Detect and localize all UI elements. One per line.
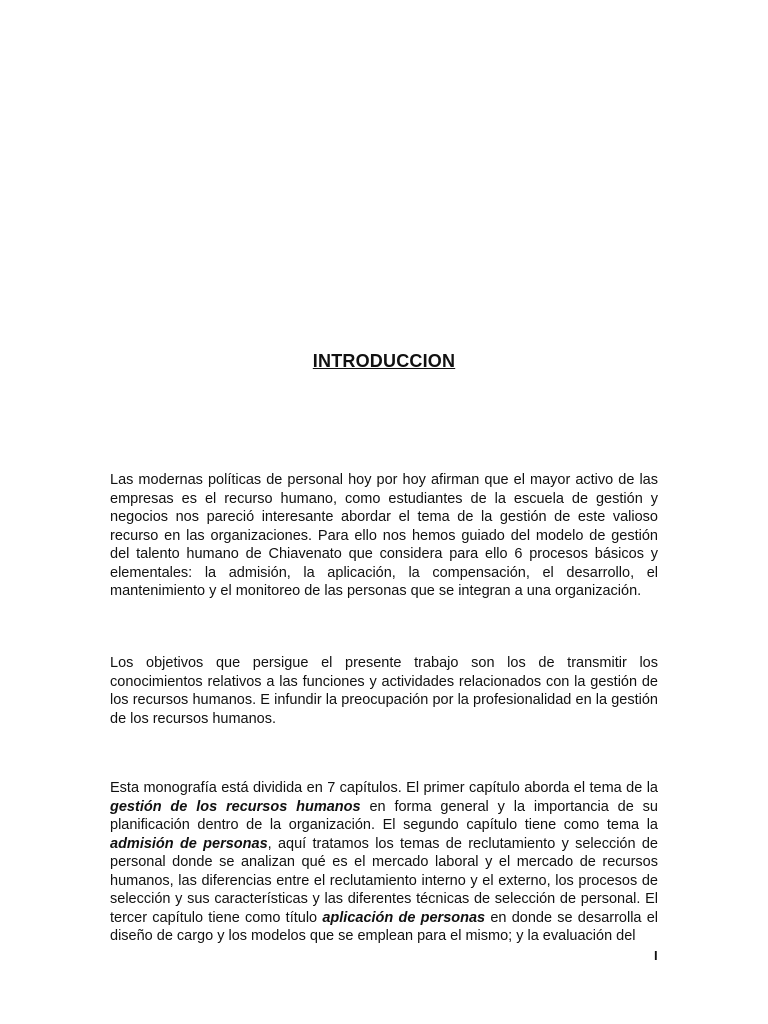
paragraph-text-segment: Esta monografía está dividida en 7 capítulos. El primer capítulo aborda el tema de la [110, 780, 658, 796]
page-number: I [654, 948, 658, 963]
page-title: INTRODUCCION [312, 351, 456, 371]
paragraph-text-segment: en donde se desarrolla el diseño de cargo y los modelos que se emplean para el mismo; y la evaluación del [110, 909, 658, 944]
emphasis-aplicacion-personas: aplicación de personas [322, 909, 486, 926]
paragraph-text-segment: , aquí tratamos los temas de reclutamiento y selección de personal donde se analizan qué es el mercado laboral y el mercado de recursos humanos, las diferencias entre el reclutamiento interno y el externo, los procesos de selección y sus características y las diferentes técnicas de selección de personal. El tercer capítulo tiene como título [110, 835, 658, 926]
emphasis-admision-personas: admisión de personas [110, 835, 268, 852]
paragraph-introduction: Las modernas políticas de personal hoy por hoy afirman que el mayor activo de las empresas es el recurso humano, como estudiantes de la escuela de gestión y negocios nos pareció interesante abordar el tema de la gestión de este valioso recurso en las organizaciones. Para ello nos hemos guiado del modelo de gestión del talento humano de Chiavenato que considera para ello 6 procesos básicos y elementales: la admisión, la aplicación, la compensación, el desarrollo, el mantenimiento y el monitoreo de las personas que se integran a una organización. [110, 472, 658, 599]
paragraph-objectives: Los objetivos que persigue el presente trabajo son los de transmitir los conocimientos relativos a las funciones y actividades relacionados con la gestión de los recursos humanos. E infundir la preocupación por la profesionalidad en la gestión de los recursos humanos. [110, 655, 658, 727]
paragraph-text-segment: en forma general y la importancia de su planificación dentro de la organización. El segundo capítulo tiene como tema la [110, 798, 658, 833]
emphasis-gestion-rrhh: gestión de los recursos humanos [110, 798, 361, 815]
paragraph-structure [110, 779, 658, 946]
